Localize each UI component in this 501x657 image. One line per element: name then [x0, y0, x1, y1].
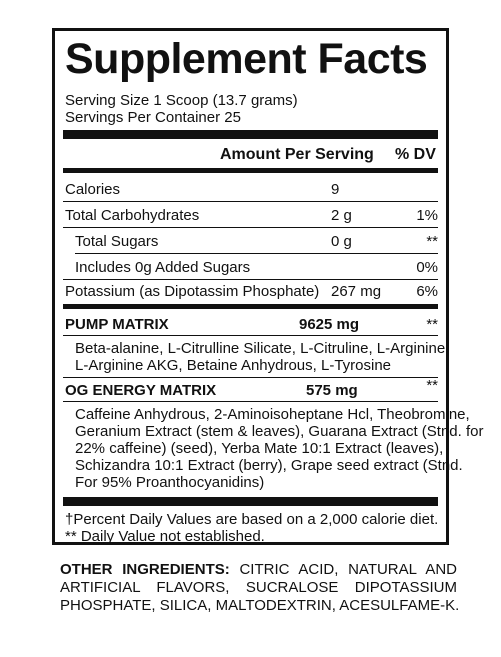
row-divider [63, 279, 438, 280]
supplement-facts-panel [52, 28, 484, 545]
energy-ingredients-line: 22% caffeine) (seed), Yerba Mate 10:1 Extract (leaves), [75, 440, 444, 457]
row-potassium-name: Potassium (as Dipotassim Phosphate) [65, 283, 320, 300]
pump-ingredients-line: Beta-alanine, L-Citrulline Silicate, L-Citruline, L-Arginine, [75, 340, 450, 357]
row-calories-amount: 9 [331, 181, 340, 198]
panel-title: Supplement Facts [65, 35, 428, 83]
row-carbs-dv: 1% [416, 207, 438, 224]
other-ingredients-label: OTHER INGREDIENTS: [60, 561, 230, 578]
row-added-sugars-name: Includes 0g Added Sugars [75, 259, 251, 276]
pump-matrix-dv: ** [426, 316, 438, 333]
pump-matrix-name: PUMP MATRIX [65, 316, 169, 333]
other-ingredients [60, 561, 460, 615]
thick-divider [63, 497, 438, 506]
pump-ingredients-line: L-Arginine AKG, Betaine Anhydrous, L-Tyrosine [75, 357, 392, 374]
other-ingredients-line-1 [60, 561, 457, 579]
row-potassium-dv: 6% [416, 283, 438, 300]
row-carbs-name: Total Carbohydrates [65, 207, 200, 224]
amount-per-serving-header: Amount Per Serving [220, 146, 374, 163]
footnote-not-established: ** Daily Value not established. [65, 528, 265, 545]
other-ingredients-line-2: ARTIFICIAL FLAVORS, SUCRALOSE DIPOTASSIUM [60, 579, 457, 596]
medium-divider [63, 168, 438, 173]
row-divider [75, 253, 438, 254]
energy-ingredients-line: Geranium Extract (stem & leaves), Guarana Extract (Stnd. for [75, 423, 484, 440]
energy-ingredients-line: Schizandra 10:1 Extract (berry), Grape seed extract (Stnd. [75, 457, 463, 474]
row-carbs-amount: 2 g [331, 207, 352, 224]
other-ingredients-line-3: PHOSPHATE, SILICA, MALTODEXTRIN, ACESULFAME-K. [60, 597, 460, 614]
row-divider [63, 227, 438, 228]
energy-matrix-name: OG ENERGY MATRIX [65, 382, 217, 399]
other-ingredients-text: CITRIC ACID, NATURAL AND [239, 561, 457, 578]
pump-matrix-amount: 9625 mg [299, 316, 360, 333]
dv-header: % DV [395, 146, 436, 163]
row-sugars-dv: ** [426, 233, 438, 250]
thick-divider [63, 130, 438, 139]
row-sugars-amount: 0 g [331, 233, 352, 250]
row-added-sugars-dv: 0% [416, 259, 438, 276]
row-divider [63, 201, 438, 202]
row-divider [63, 377, 438, 378]
row-divider [63, 335, 438, 336]
energy-matrix-amount: 575 mg [306, 382, 358, 399]
energy-ingredients-line: For 95% Proanthocyanidins) [75, 474, 265, 491]
row-sugars-name: Total Sugars [75, 233, 159, 250]
serving-size: Serving Size 1 Scoop (13.7 grams) [65, 92, 298, 109]
row-divider [63, 401, 438, 402]
servings-per-container: Servings Per Container 25 [65, 109, 241, 126]
medium-divider [63, 304, 438, 309]
footnote-daily-values: †Percent Daily Values are based on a 2,000 calorie diet. [65, 511, 439, 528]
energy-matrix-dv: ** [426, 377, 438, 394]
row-potassium-amount: 267 mg [331, 283, 382, 300]
row-calories-name: Calories [65, 181, 121, 198]
energy-ingredients-line: Caffeine Anhydrous, 2-Aminoisoheptane Hcl, Theobromine, [75, 406, 470, 423]
